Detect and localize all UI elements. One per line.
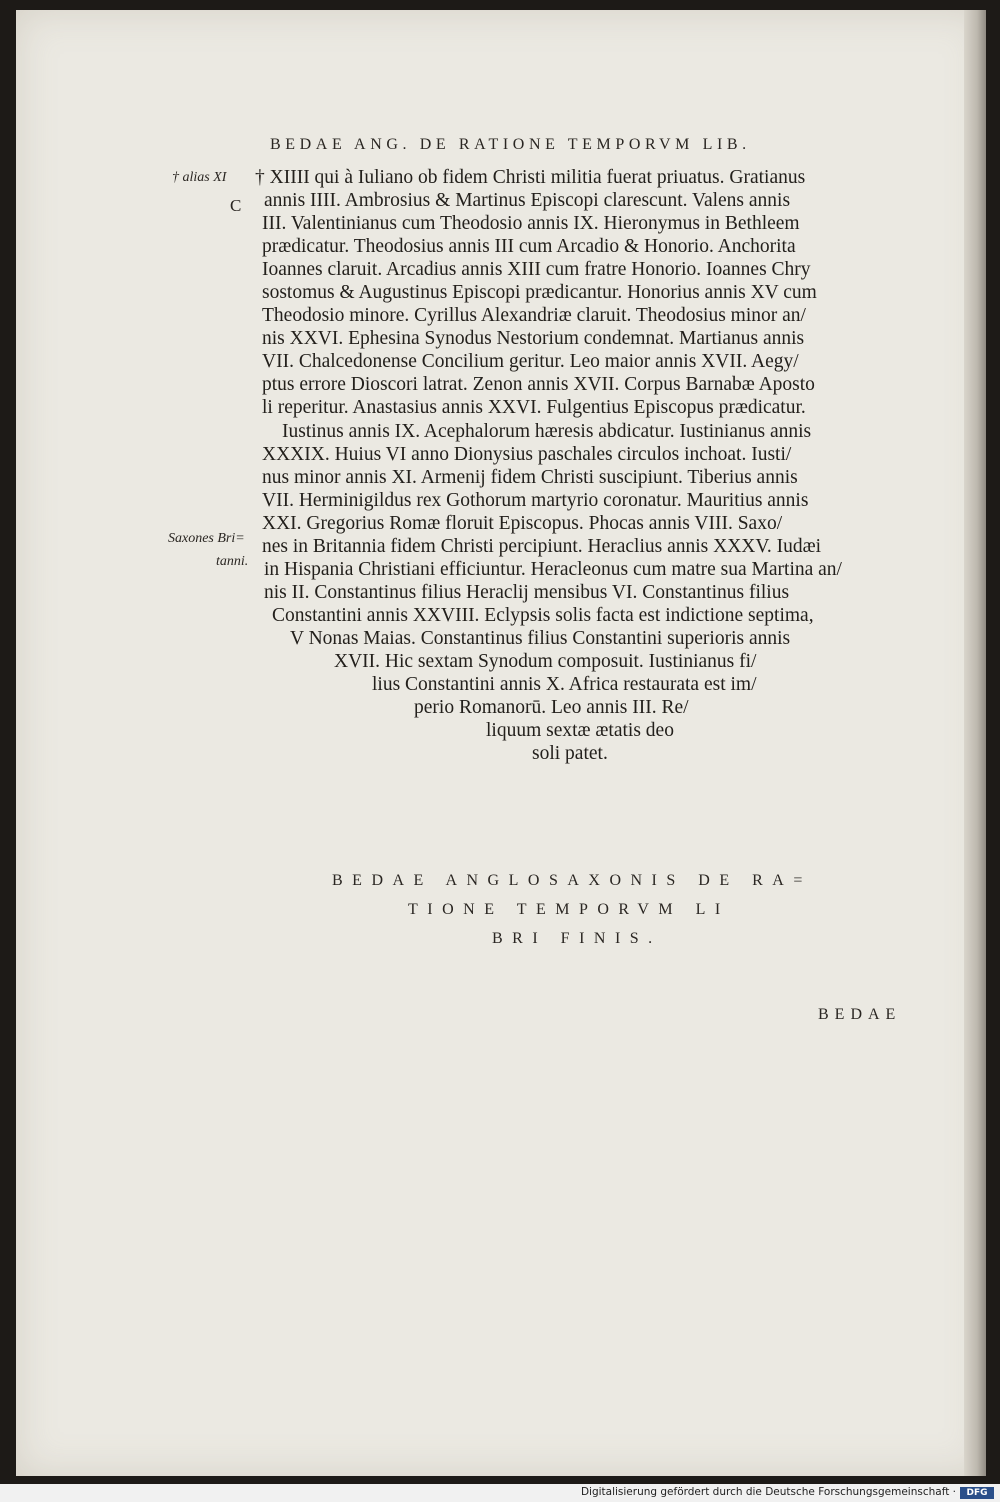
body-line: nus minor annis XI. Armenij fidem Christi suscipiunt. Tiberius annis [262,467,798,488]
body-line: liquum sextæ ætatis deo [486,720,674,741]
body-line: III. Valentinianus cum Theodosio annis IX. Hieronymus in Bethleem [262,213,800,234]
body-line: lius Constantini annis X. Africa restaurata est im/ [372,674,757,695]
body-line: in Hispania Christiani efficiuntur. Heracleonus cum matre sua Martina an/ [264,559,842,580]
body-line: soli patet. [532,743,608,764]
body-line: XVII. Hic sextam Synodum composuit. Iustinianus fi/ [334,651,757,672]
digitization-footer [0,1484,1000,1502]
dfg-logo: DFG [960,1487,994,1499]
page-edge-shadow [964,10,986,1476]
body-line: sostomus & Augustinus Episcopi prædicantur. Honorius annis XV cum [262,282,817,303]
margin-note-alias: † alias XI [172,170,227,185]
running-head: BEDAE ANG. DE RATIONE TEMPORVM LIB. [270,136,751,153]
body-line: Theodosio minore. Cyrillus Alexandriæ claruit. Theodosius minor an/ [262,305,806,326]
margin-note-c: C [230,196,242,215]
margin-note-tanni: tanni. [216,554,249,569]
body-line: nis XXVI. Ephesina Synodus Nestorium condemnat. Martianus annis [262,328,805,349]
colophon-line: BRI FINIS. [492,930,662,947]
body-line: Ioannes claruit. Arcadius annis XIII cum fratre Honorio. Ioannes Chry [262,259,811,280]
body-line: Constantini annis XXVIII. Eclypsis solis facta est indictione septima, [272,605,814,626]
body-line: nes in Britannia fidem Christi percipiunt. Heraclius annis XXXV. Iudæi [262,536,822,557]
body-line: V Nonas Maias. Constantinus filius Constantini superioris annis [290,628,791,649]
footer-credit: Digitalisierung gefördert durch die Deutsche Forschungsgemeinschaft · [580,1486,956,1498]
body-line: XXI. Gregorius Romæ floruit Episcopus. Phocas annis VIII. Saxo/ [262,513,783,534]
colophon-line: TIONE TEMPORVM LI [408,901,730,918]
body-line: † XIIII qui à Iuliano ob fidem Christi militia fuerat priuatus. Gratianus [255,167,806,188]
body-line: nis II. Constantinus filius Heraclij mensibus VI. Constantinus filius [264,582,790,603]
catchword: BEDAE [818,1006,902,1023]
colophon-line: BEDAE ANGLOSAXONIS DE RA= [332,872,812,889]
body-line: VII. Chalcedonense Concilium geritur. Leo maior annis XVII. Aegy/ [262,351,799,372]
body-line: li reperitur. Anastasius annis XXVI. Fulgentius Episcopus prædicatur. [262,397,806,418]
body-line: prædicatur. Theodosius annis III cum Arcadio & Honorio. Anchorita [262,236,796,257]
body-line: ptus errore Dioscori latrat. Zenon annis XVII. Corpus Barnabæ Aposto [262,374,815,395]
margin-note-saxones: Saxones Bri= [168,531,245,546]
body-line: Iustinus annis IX. Acephalorum hæresis abdicatur. Iustinianus annis [282,421,812,442]
body-line: VII. Herminigildus rex Gothorum martyrio coronatur. Mauritius annis [262,490,809,511]
body-line: perio Romanorū. Leo annis III. Re/ [414,697,689,718]
body-line: annis IIII. Ambrosius & Martinus Episcopi clarescunt. Valens annis [264,190,791,211]
body-line: XXXIX. Huius VI anno Dionysius paschales circulos inchoat. Iusti/ [262,444,792,465]
